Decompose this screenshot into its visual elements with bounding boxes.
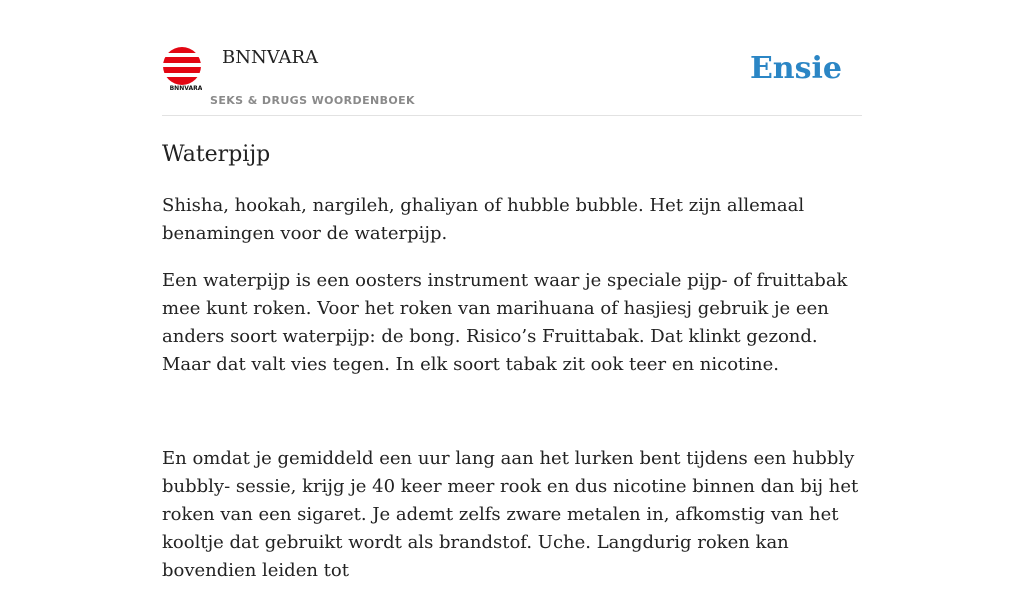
- article-paragraph: Shisha, hookah, nargileh, ghaliyan of hubble bubble. Het zijn allemaal benamingen voor de waterpijp.: [162, 195, 805, 244]
- bnnvara-logo-icon: [162, 47, 202, 91]
- header-divider: [162, 115, 862, 116]
- article-title: Waterpijp: [162, 142, 271, 167]
- bnnvara-logo[interactable]: [162, 47, 202, 91]
- logo-wordmark: BNNVARA: [169, 85, 202, 91]
- article-paragraph-empty: [162, 398, 862, 426]
- brand-name[interactable]: BNNVARA: [222, 47, 319, 68]
- article-body: [162, 192, 862, 604]
- article-paragraph: En omdat je gemiddeld een uur lang aan het lurken bent tijdens een hubbly bubbly- sessie, krijg je 40 keer meer rook en dus nicotine binnen dan bij het roken van een sigaret. Je ademt zelfs zware metalen in, afkomstig van het kooltje dat gebruikt wordt als brandstof. Uche. Langdurig roken kan bovendien leiden tot: [162, 448, 859, 581]
- page: [162, 0, 862, 581]
- dictionary-subtitle[interactable]: SEKS & DRUGS WOORDENBOEK: [210, 94, 415, 107]
- ensie-logo[interactable]: Ensie: [749, 51, 842, 86]
- article-paragraph: Een waterpijp is een oosters instrument waar je speciale pijp- of fruittabak mee kunt roken. Voor het roken van marihuana of hasjiesj gebruik je een anders soort waterpijp: de bong. Risico’s Fruittabak. Dat klinkt gezond. Maar dat valt vies tegen. In elk soort tabak zit ook teer en nicotine.: [162, 270, 848, 375]
